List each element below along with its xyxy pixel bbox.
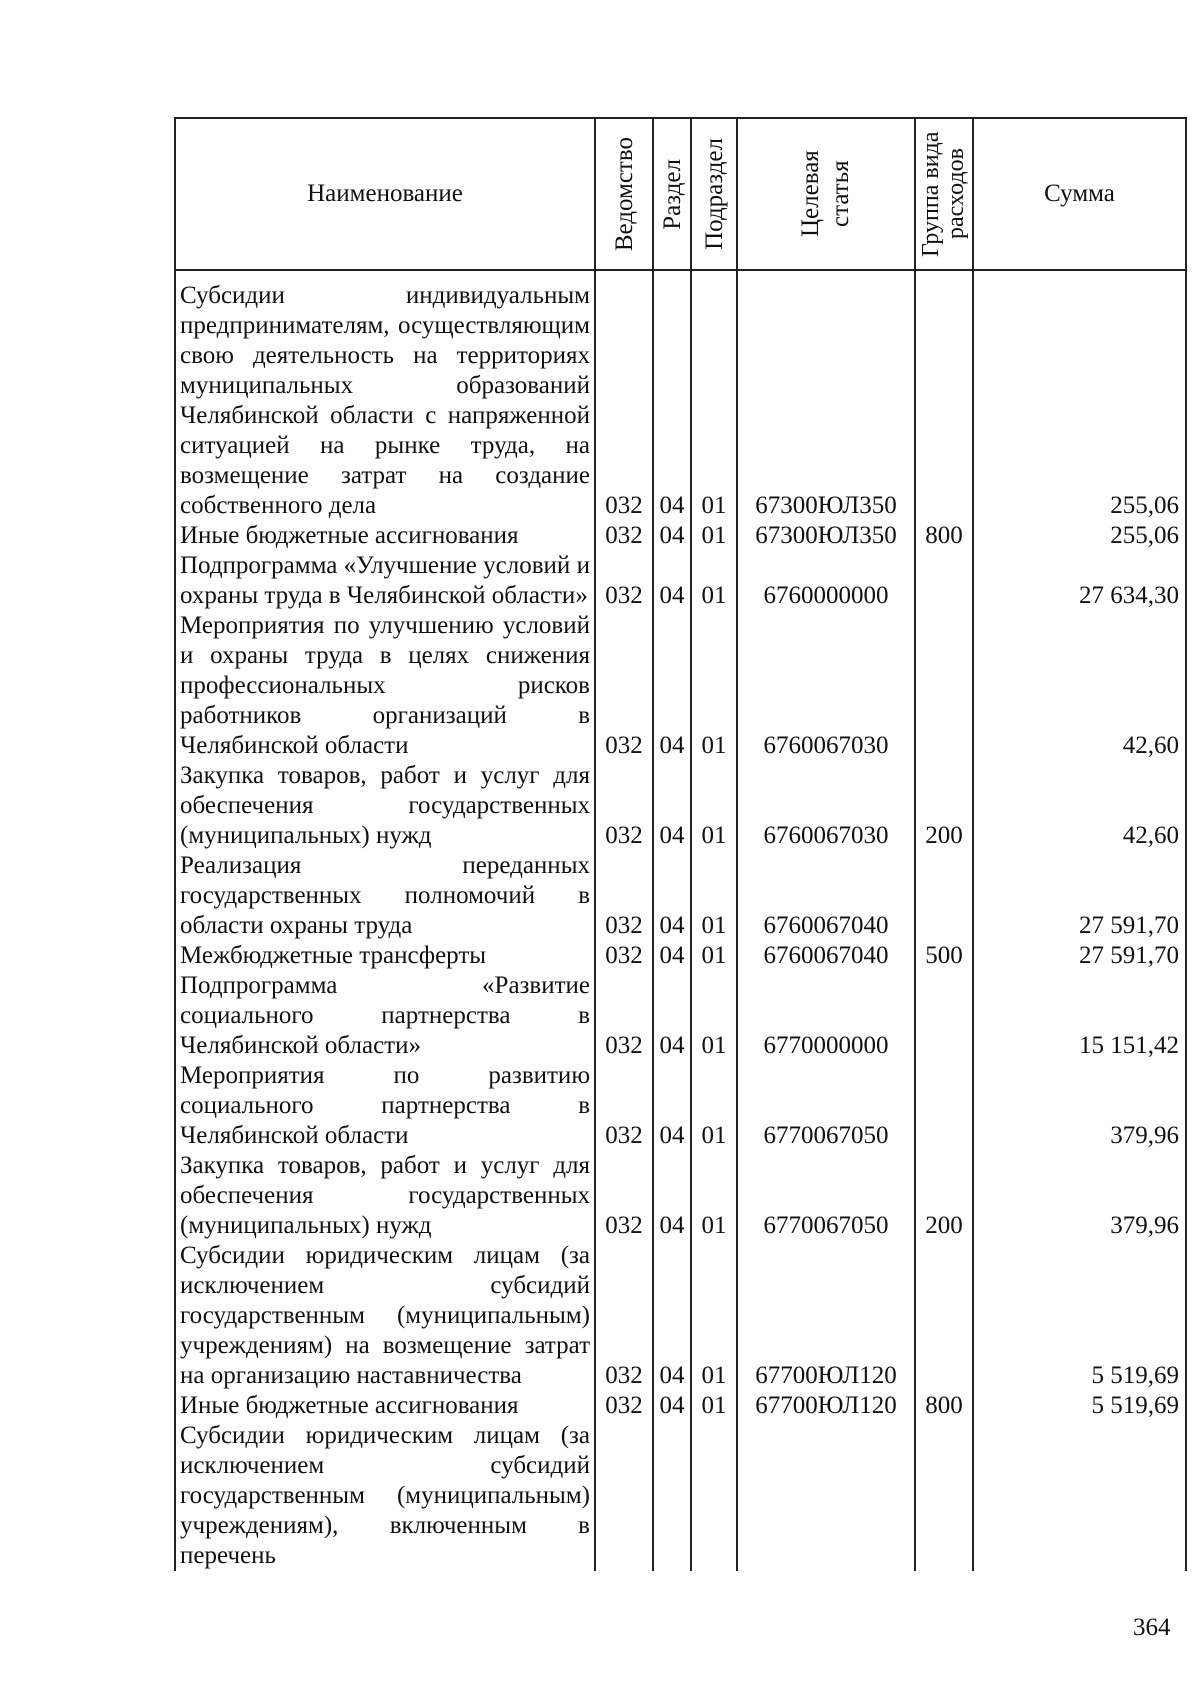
row-name-cell: Иные бюджетные ассигнования <box>175 1391 595 1421</box>
header-vedomstvo <box>595 118 653 270</box>
row-gruppa-cell <box>915 851 973 941</box>
table-row <box>175 611 1186 761</box>
table-row <box>175 1391 1186 1421</box>
row-name-cell: Подпрограмма «Развитие социального партнерства в Челябинской области» <box>175 971 595 1061</box>
row-celevaya-cell: 6770067050 <box>737 1151 915 1241</box>
row-razdel-cell: 04 <box>653 611 691 761</box>
row-vedomstvo-cell: 032 <box>595 521 653 551</box>
header-podrazdel-label: Подраздел <box>700 138 728 250</box>
table-body <box>175 270 1186 1571</box>
header-gruppa <box>915 118 973 270</box>
row-name-cell: Реализация переданных государственных полномочий в области охраны труда <box>175 851 595 941</box>
table-row <box>175 551 1186 611</box>
row-vedomstvo-cell: 032 <box>595 1241 653 1391</box>
row-celevaya-cell: 67300ЮЛ350 <box>737 521 915 551</box>
row-summa-cell: 27 634,30 <box>973 551 1186 611</box>
table-row <box>175 1061 1186 1151</box>
row-gruppa-cell <box>915 270 973 521</box>
row-podrazdel-cell: 01 <box>691 851 737 941</box>
row-summa-cell: 5 519,69 <box>973 1391 1186 1421</box>
row-podrazdel-cell: 01 <box>691 551 737 611</box>
row-podrazdel-cell: 01 <box>691 1391 737 1421</box>
header-celevaya <box>737 118 915 270</box>
row-celevaya-cell: 6760067040 <box>737 941 915 971</box>
row-razdel-cell: 04 <box>653 1241 691 1391</box>
row-summa-cell: 255,06 <box>973 270 1186 521</box>
header-vedomstvo-label: Ведомство <box>610 136 638 252</box>
budget-table <box>174 117 1187 1571</box>
row-vedomstvo-cell <box>595 1421 653 1571</box>
row-podrazdel-cell <box>691 1421 737 1571</box>
row-celevaya-cell <box>737 1421 915 1571</box>
row-name-cell: Закупка товаров, работ и услуг для обеспечения государственных (муниципальных) нужд <box>175 761 595 851</box>
row-razdel-cell: 04 <box>653 971 691 1061</box>
row-name-cell: Субсидии юридическим лицам (за исключением субсидий государственным (муниципальным) учреждениям) на возмещение затрат на организацию наставничества <box>175 1241 595 1391</box>
table-row <box>175 971 1186 1061</box>
row-vedomstvo-cell: 032 <box>595 851 653 941</box>
row-celevaya-cell: 67700ЮЛ120 <box>737 1241 915 1391</box>
row-name-cell: Субсидии индивидуальным предпринимателям, осуществляющим свою деятельность на территориях муниципальных образований Челябинской области с напряженной ситуацией на рынке труда, на возмещение затрат на создание собственного дела <box>175 270 595 521</box>
row-gruppa-cell <box>915 1241 973 1391</box>
row-razdel-cell: 04 <box>653 1151 691 1241</box>
header-gruppa-label: Группа вида расходов <box>918 131 969 257</box>
row-razdel-cell: 04 <box>653 1061 691 1151</box>
row-vedomstvo-cell: 032 <box>595 1061 653 1151</box>
header-summa <box>973 118 1186 270</box>
table-row <box>175 270 1186 521</box>
page-number: 364 <box>1133 1614 1171 1641</box>
row-celevaya-cell: 6760067030 <box>737 611 915 761</box>
row-razdel-cell: 04 <box>653 941 691 971</box>
row-podrazdel-cell: 01 <box>691 611 737 761</box>
row-vedomstvo-cell: 032 <box>595 551 653 611</box>
row-celevaya-cell: 6760067040 <box>737 851 915 941</box>
header-razdel-label: Раздел <box>658 158 686 230</box>
table-row <box>175 761 1186 851</box>
row-razdel-cell: 04 <box>653 551 691 611</box>
row-summa-cell: 379,96 <box>973 1061 1186 1151</box>
row-name-cell: Закупка товаров, работ и услуг для обеспечения государственных (муниципальных) нужд <box>175 1151 595 1241</box>
row-gruppa-cell: 800 <box>915 521 973 551</box>
table-row <box>175 1241 1186 1391</box>
row-celevaya-cell: 67300ЮЛ350 <box>737 270 915 521</box>
header-podrazdel <box>691 118 737 270</box>
row-vedomstvo-cell: 032 <box>595 761 653 851</box>
row-razdel-cell: 04 <box>653 270 691 521</box>
header-razdel <box>653 118 691 270</box>
row-name-cell: Мероприятия по улучшению условий и охраны труда в целях снижения профессиональных рисков работников организаций в Челябинской области <box>175 611 595 761</box>
row-razdel-cell: 04 <box>653 1391 691 1421</box>
row-summa-cell: 15 151,42 <box>973 971 1186 1061</box>
row-summa-cell: 42,60 <box>973 611 1186 761</box>
row-vedomstvo-cell: 032 <box>595 1391 653 1421</box>
row-vedomstvo-cell: 032 <box>595 941 653 971</box>
row-summa-cell: 27 591,70 <box>973 941 1186 971</box>
row-vedomstvo-cell: 032 <box>595 270 653 521</box>
row-podrazdel-cell: 01 <box>691 971 737 1061</box>
row-vedomstvo-cell: 032 <box>595 1151 653 1241</box>
row-celevaya-cell: 6760067030 <box>737 761 915 851</box>
header-celevaya-label: Целевая статья <box>797 150 854 238</box>
row-summa-cell: 27 591,70 <box>973 851 1186 941</box>
row-name-cell: Мероприятия по развитию социального партнерства в Челябинской области <box>175 1061 595 1151</box>
row-gruppa-cell <box>915 1421 973 1571</box>
row-name-cell: Субсидии юридическим лицам (за исключением субсидий государственным (муниципальным) учреждениям), включенным в перечень <box>175 1421 595 1571</box>
table-row <box>175 941 1186 971</box>
row-gruppa-cell <box>915 1061 973 1151</box>
row-celevaya-cell: 67700ЮЛ120 <box>737 1391 915 1421</box>
row-podrazdel-cell: 01 <box>691 761 737 851</box>
row-gruppa-cell: 800 <box>915 1391 973 1421</box>
row-podrazdel-cell: 01 <box>691 1241 737 1391</box>
row-summa-cell: 255,06 <box>973 521 1186 551</box>
header-row <box>175 118 1186 270</box>
row-gruppa-cell: 200 <box>915 1151 973 1241</box>
row-summa-cell <box>973 1421 1186 1571</box>
row-vedomstvo-cell: 032 <box>595 971 653 1061</box>
row-name-cell: Межбюджетные трансферты <box>175 941 595 971</box>
row-razdel-cell: 04 <box>653 761 691 851</box>
row-podrazdel-cell: 01 <box>691 941 737 971</box>
row-gruppa-cell: 500 <box>915 941 973 971</box>
row-gruppa-cell: 200 <box>915 761 973 851</box>
row-razdel-cell: 04 <box>653 851 691 941</box>
row-summa-cell: 42,60 <box>973 761 1186 851</box>
row-celevaya-cell: 6770067050 <box>737 1061 915 1151</box>
table-row <box>175 521 1186 551</box>
row-gruppa-cell <box>915 611 973 761</box>
row-name-cell: Иные бюджетные ассигнования <box>175 521 595 551</box>
row-podrazdel-cell: 01 <box>691 1061 737 1151</box>
row-podrazdel-cell: 01 <box>691 1151 737 1241</box>
row-name-cell: Подпрограмма «Улучшение условий и охраны труда в Челябинской области» <box>175 551 595 611</box>
header-name-label: Наименование <box>307 180 463 207</box>
header-name <box>175 118 595 270</box>
table-row <box>175 851 1186 941</box>
table-row <box>175 1421 1186 1571</box>
row-razdel-cell: 04 <box>653 521 691 551</box>
row-gruppa-cell <box>915 551 973 611</box>
row-podrazdel-cell: 01 <box>691 270 737 521</box>
row-summa-cell: 379,96 <box>973 1151 1186 1241</box>
row-celevaya-cell: 6770000000 <box>737 971 915 1061</box>
row-summa-cell: 5 519,69 <box>973 1241 1186 1391</box>
row-razdel-cell <box>653 1421 691 1571</box>
table-row <box>175 1151 1186 1241</box>
row-vedomstvo-cell: 032 <box>595 611 653 761</box>
row-podrazdel-cell: 01 <box>691 521 737 551</box>
row-gruppa-cell <box>915 971 973 1061</box>
row-celevaya-cell: 6760000000 <box>737 551 915 611</box>
header-summa-label: Сумма <box>1044 180 1115 207</box>
